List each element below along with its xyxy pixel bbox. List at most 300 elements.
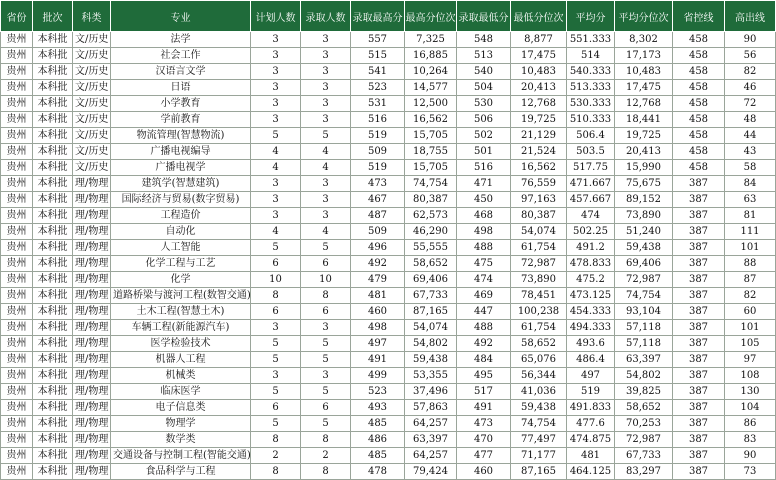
cell-batch: 本科批 — [33, 48, 73, 64]
cell-min-score: 513 — [457, 48, 511, 64]
cell-avg-score: 497 — [567, 368, 615, 384]
cell-planned: 6 — [251, 304, 301, 320]
cell-max-score: 499 — [351, 368, 405, 384]
cell-batch: 本科批 — [33, 64, 73, 80]
cell-avg-rank: 74,754 — [615, 288, 673, 304]
cell-max-score: 509 — [351, 224, 405, 240]
cell-avg-rank: 73,890 — [615, 208, 673, 224]
cell-min-score: 471 — [457, 176, 511, 192]
cell-avg-rank: 89,152 — [615, 192, 673, 208]
cell-control-line: 387 — [673, 416, 725, 432]
cell-max-score: 497 — [351, 336, 405, 352]
cell-avg-score: 473.125 — [567, 288, 615, 304]
cell-category: 理/物理 — [73, 384, 111, 400]
cell-above-line: 63 — [725, 192, 776, 208]
cell-category: 理/物理 — [73, 464, 111, 480]
cell-category: 文/历史 — [73, 160, 111, 176]
cell-max-score: 493 — [351, 400, 405, 416]
cell-min-rank: 76,559 — [511, 176, 567, 192]
cell-max-score: 460 — [351, 304, 405, 320]
cell-max-score: 487 — [351, 208, 405, 224]
column-header-above-line: 高出线 — [725, 1, 776, 32]
cell-control-line: 387 — [673, 288, 725, 304]
cell-min-score: 484 — [457, 352, 511, 368]
cell-province: 贵州 — [1, 112, 33, 128]
cell-max-rank: 46,290 — [405, 224, 457, 240]
cell-avg-rank: 75,675 — [615, 176, 673, 192]
cell-avg-rank: 57,118 — [615, 336, 673, 352]
cell-max-score: 519 — [351, 160, 405, 176]
cell-admitted: 3 — [301, 192, 351, 208]
cell-batch: 本科批 — [33, 288, 73, 304]
column-header-min-rank: 最低分位次 — [511, 1, 567, 32]
cell-max-rank: 15,705 — [405, 160, 457, 176]
cell-control-line: 387 — [673, 336, 725, 352]
cell-category: 理/物理 — [73, 240, 111, 256]
cell-batch: 本科批 — [33, 128, 73, 144]
cell-min-score: 468 — [457, 208, 511, 224]
cell-major: 医学检验技术 — [111, 336, 251, 352]
cell-batch: 本科批 — [33, 400, 73, 416]
cell-max-score: 519 — [351, 128, 405, 144]
cell-avg-score: 506.4 — [567, 128, 615, 144]
cell-control-line: 458 — [673, 144, 725, 160]
cell-major: 自动化 — [111, 224, 251, 240]
cell-control-line: 387 — [673, 432, 725, 448]
cell-province: 贵州 — [1, 432, 33, 448]
cell-control-line: 387 — [673, 400, 725, 416]
cell-planned: 3 — [251, 32, 301, 48]
cell-province: 贵州 — [1, 224, 33, 240]
cell-province: 贵州 — [1, 336, 33, 352]
cell-avg-rank: 59,438 — [615, 240, 673, 256]
cell-avg-score: 503.5 — [567, 144, 615, 160]
cell-batch: 本科批 — [33, 32, 73, 48]
cell-avg-rank: 69,406 — [615, 256, 673, 272]
cell-max-rank: 57,863 — [405, 400, 457, 416]
cell-batch: 本科批 — [33, 208, 73, 224]
cell-avg-score: 486.4 — [567, 352, 615, 368]
cell-max-rank: 15,705 — [405, 128, 457, 144]
cell-category: 理/物理 — [73, 400, 111, 416]
cell-admitted: 5 — [301, 240, 351, 256]
cell-admitted: 3 — [301, 48, 351, 64]
cell-control-line: 458 — [673, 64, 725, 80]
column-header-province: 省份 — [1, 1, 33, 32]
cell-province: 贵州 — [1, 320, 33, 336]
cell-province: 贵州 — [1, 96, 33, 112]
cell-above-line: 82 — [725, 64, 776, 80]
cell-planned: 5 — [251, 128, 301, 144]
cell-max-rank: 14,577 — [405, 80, 457, 96]
cell-major: 交通设备与控制工程(智能交通) — [111, 448, 251, 464]
table-row — [1, 256, 776, 272]
cell-avg-rank: 12,768 — [615, 96, 673, 112]
cell-province: 贵州 — [1, 240, 33, 256]
cell-planned: 5 — [251, 416, 301, 432]
cell-max-rank: 37,496 — [405, 384, 457, 400]
cell-above-line: 97 — [725, 352, 776, 368]
column-header-major: 专业 — [111, 1, 251, 32]
cell-category: 理/物理 — [73, 208, 111, 224]
cell-control-line: 387 — [673, 448, 725, 464]
cell-planned: 3 — [251, 48, 301, 64]
cell-major: 日语 — [111, 80, 251, 96]
table-row — [1, 160, 776, 176]
cell-min-score: 470 — [457, 432, 511, 448]
cell-admitted: 5 — [301, 384, 351, 400]
cell-min-rank: 77,497 — [511, 432, 567, 448]
table-row — [1, 432, 776, 448]
cell-batch: 本科批 — [33, 384, 73, 400]
cell-min-score: 506 — [457, 112, 511, 128]
cell-category: 理/物理 — [73, 288, 111, 304]
column-header-control-line: 省控线 — [673, 1, 725, 32]
cell-major: 国际经济与贸易(数字贸易) — [111, 192, 251, 208]
cell-planned: 3 — [251, 176, 301, 192]
cell-major: 建筑学(智慧建筑) — [111, 176, 251, 192]
cell-batch: 本科批 — [33, 416, 73, 432]
cell-min-score: 502 — [457, 128, 511, 144]
cell-major: 临床医学 — [111, 384, 251, 400]
cell-batch: 本科批 — [33, 144, 73, 160]
cell-above-line: 90 — [725, 448, 776, 464]
table-row — [1, 320, 776, 336]
cell-batch: 本科批 — [33, 256, 73, 272]
cell-avg-rank: 67,733 — [615, 448, 673, 464]
cell-min-rank: 56,344 — [511, 368, 567, 384]
cell-max-rank: 62,573 — [405, 208, 457, 224]
cell-province: 贵州 — [1, 304, 33, 320]
cell-max-rank: 59,438 — [405, 352, 457, 368]
cell-category: 理/物理 — [73, 320, 111, 336]
cell-min-score: 548 — [457, 32, 511, 48]
cell-major: 物理学 — [111, 416, 251, 432]
cell-admitted: 8 — [301, 464, 351, 480]
cell-category: 理/物理 — [73, 176, 111, 192]
cell-major: 汉语言文学 — [111, 64, 251, 80]
cell-avg-score: 481 — [567, 448, 615, 464]
table-row — [1, 176, 776, 192]
cell-max-rank: 10,264 — [405, 64, 457, 80]
cell-max-score: 491 — [351, 352, 405, 368]
cell-min-rank: 61,754 — [511, 320, 567, 336]
cell-batch: 本科批 — [33, 368, 73, 384]
cell-batch: 本科批 — [33, 320, 73, 336]
cell-min-score: 488 — [457, 320, 511, 336]
cell-max-score: 557 — [351, 32, 405, 48]
cell-avg-score: 475.2 — [567, 272, 615, 288]
cell-category: 文/历史 — [73, 144, 111, 160]
cell-max-score: 515 — [351, 48, 405, 64]
cell-admitted: 4 — [301, 144, 351, 160]
cell-control-line: 387 — [673, 176, 725, 192]
cell-admitted: 6 — [301, 304, 351, 320]
cell-min-rank: 71,177 — [511, 448, 567, 464]
cell-major: 数学类 — [111, 432, 251, 448]
cell-control-line: 458 — [673, 32, 725, 48]
cell-province: 贵州 — [1, 288, 33, 304]
cell-min-rank: 80,387 — [511, 208, 567, 224]
cell-avg-rank: 17,475 — [615, 80, 673, 96]
cell-above-line: 46 — [725, 80, 776, 96]
cell-planned: 5 — [251, 384, 301, 400]
table-row — [1, 112, 776, 128]
cell-avg-rank: 72,987 — [615, 272, 673, 288]
cell-planned: 8 — [251, 288, 301, 304]
cell-min-rank: 72,987 — [511, 256, 567, 272]
cell-planned: 3 — [251, 96, 301, 112]
cell-category: 理/物理 — [73, 416, 111, 432]
cell-batch: 本科批 — [33, 352, 73, 368]
cell-major: 小学教育 — [111, 96, 251, 112]
cell-min-rank: 12,768 — [511, 96, 567, 112]
cell-max-score: 467 — [351, 192, 405, 208]
cell-province: 贵州 — [1, 64, 33, 80]
table-row — [1, 192, 776, 208]
cell-above-line: 101 — [725, 240, 776, 256]
cell-major: 食品科学与工程 — [111, 464, 251, 480]
cell-min-score: 477 — [457, 448, 511, 464]
cell-control-line: 458 — [673, 112, 725, 128]
cell-planned: 3 — [251, 320, 301, 336]
cell-min-rank: 73,890 — [511, 272, 567, 288]
cell-avg-score: 551.333 — [567, 32, 615, 48]
cell-min-score: 492 — [457, 336, 511, 352]
column-header-batch: 批次 — [33, 1, 73, 32]
cell-max-rank: 54,802 — [405, 336, 457, 352]
cell-avg-rank: 18,441 — [615, 112, 673, 128]
cell-admitted: 8 — [301, 432, 351, 448]
cell-above-line: 48 — [725, 112, 776, 128]
column-header-max-rank: 最高分位次 — [405, 1, 457, 32]
cell-above-line: 88 — [725, 256, 776, 272]
cell-max-score: 473 — [351, 176, 405, 192]
cell-admitted: 10 — [301, 272, 351, 288]
table-row — [1, 80, 776, 96]
cell-planned: 5 — [251, 240, 301, 256]
cell-max-rank: 54,074 — [405, 320, 457, 336]
cell-avg-rank: 58,652 — [615, 400, 673, 416]
cell-min-score: 504 — [457, 80, 511, 96]
cell-major: 化学 — [111, 272, 251, 288]
cell-above-line: 81 — [725, 208, 776, 224]
cell-min-score: 460 — [457, 464, 511, 480]
cell-above-line: 44 — [725, 128, 776, 144]
cell-admitted: 8 — [301, 288, 351, 304]
cell-batch: 本科批 — [33, 96, 73, 112]
cell-max-score: 498 — [351, 320, 405, 336]
cell-above-line: 130 — [725, 384, 776, 400]
cell-control-line: 387 — [673, 192, 725, 208]
cell-above-line: 60 — [725, 304, 776, 320]
table-row — [1, 64, 776, 80]
cell-admitted: 3 — [301, 32, 351, 48]
cell-avg-score: 510.333 — [567, 112, 615, 128]
cell-avg-score: 454.333 — [567, 304, 615, 320]
cell-admitted: 5 — [301, 352, 351, 368]
cell-major: 土木工程(智慧土木) — [111, 304, 251, 320]
cell-avg-score: 540.333 — [567, 64, 615, 80]
cell-planned: 8 — [251, 464, 301, 480]
cell-control-line: 387 — [673, 384, 725, 400]
cell-avg-rank: 63,397 — [615, 352, 673, 368]
table-row — [1, 336, 776, 352]
cell-avg-score: 471.667 — [567, 176, 615, 192]
cell-province: 贵州 — [1, 256, 33, 272]
cell-max-rank: 64,257 — [405, 416, 457, 432]
cell-above-line: 56 — [725, 48, 776, 64]
cell-planned: 3 — [251, 80, 301, 96]
table-row — [1, 48, 776, 64]
cell-max-score: 531 — [351, 96, 405, 112]
cell-max-rank: 55,555 — [405, 240, 457, 256]
cell-max-rank: 64,257 — [405, 448, 457, 464]
cell-above-line: 90 — [725, 32, 776, 48]
table-body — [1, 32, 776, 480]
cell-min-score: 498 — [457, 224, 511, 240]
cell-min-score: 516 — [457, 160, 511, 176]
cell-min-rank: 59,438 — [511, 400, 567, 416]
cell-category: 文/历史 — [73, 32, 111, 48]
cell-major: 广播电视编导 — [111, 144, 251, 160]
cell-control-line: 387 — [673, 464, 725, 480]
table-row — [1, 224, 776, 240]
table-row — [1, 384, 776, 400]
cell-admitted: 5 — [301, 128, 351, 144]
cell-avg-rank: 57,118 — [615, 320, 673, 336]
cell-min-score: 530 — [457, 96, 511, 112]
cell-avg-score: 477.6 — [567, 416, 615, 432]
cell-avg-score: 457.667 — [567, 192, 615, 208]
cell-admitted: 4 — [301, 224, 351, 240]
cell-avg-rank: 39,825 — [615, 384, 673, 400]
cell-batch: 本科批 — [33, 192, 73, 208]
cell-avg-rank: 20,413 — [615, 144, 673, 160]
cell-avg-rank: 54,802 — [615, 368, 673, 384]
cell-admitted: 3 — [301, 368, 351, 384]
cell-avg-rank: 15,990 — [615, 160, 673, 176]
cell-avg-rank: 10,483 — [615, 64, 673, 80]
table-row — [1, 144, 776, 160]
cell-max-rank: 63,397 — [405, 432, 457, 448]
cell-max-rank: 87,165 — [405, 304, 457, 320]
cell-avg-score: 514 — [567, 48, 615, 64]
cell-min-score: 475 — [457, 256, 511, 272]
cell-max-rank: 16,885 — [405, 48, 457, 64]
cell-admitted: 3 — [301, 112, 351, 128]
cell-admitted: 3 — [301, 96, 351, 112]
cell-province: 贵州 — [1, 448, 33, 464]
cell-province: 贵州 — [1, 272, 33, 288]
table-row — [1, 464, 776, 480]
cell-planned: 3 — [251, 112, 301, 128]
cell-batch: 本科批 — [33, 448, 73, 464]
cell-admitted: 3 — [301, 176, 351, 192]
cell-category: 理/物理 — [73, 224, 111, 240]
cell-max-rank: 7,325 — [405, 32, 457, 48]
cell-above-line: 87 — [725, 272, 776, 288]
cell-above-line: 101 — [725, 320, 776, 336]
cell-major: 机械类 — [111, 368, 251, 384]
cell-min-rank: 17,475 — [511, 48, 567, 64]
cell-batch: 本科批 — [33, 112, 73, 128]
table-row — [1, 32, 776, 48]
cell-above-line: 105 — [725, 336, 776, 352]
cell-avg-rank: 19,725 — [615, 128, 673, 144]
cell-category: 理/物理 — [73, 192, 111, 208]
cell-min-rank: 19,725 — [511, 112, 567, 128]
cell-max-score: 481 — [351, 288, 405, 304]
cell-province: 贵州 — [1, 352, 33, 368]
cell-min-score: 488 — [457, 240, 511, 256]
cell-major: 人工智能 — [111, 240, 251, 256]
cell-min-rank: 54,074 — [511, 224, 567, 240]
cell-max-score: 509 — [351, 144, 405, 160]
cell-planned: 3 — [251, 368, 301, 384]
cell-min-score: 473 — [457, 416, 511, 432]
cell-max-rank: 12,500 — [405, 96, 457, 112]
cell-min-rank: 10,483 — [511, 64, 567, 80]
cell-max-rank: 80,387 — [405, 192, 457, 208]
cell-above-line: 84 — [725, 176, 776, 192]
table-row — [1, 208, 776, 224]
cell-major: 道路桥梁与渡河工程(数智交通) — [111, 288, 251, 304]
cell-avg-rank: 93,104 — [615, 304, 673, 320]
cell-category: 理/物理 — [73, 336, 111, 352]
cell-batch: 本科批 — [33, 272, 73, 288]
cell-category: 文/历史 — [73, 80, 111, 96]
cell-category: 文/历史 — [73, 112, 111, 128]
column-header-avg-rank: 平均分位次 — [615, 1, 673, 32]
header-row — [1, 1, 776, 32]
cell-min-rank: 21,524 — [511, 144, 567, 160]
table-row — [1, 368, 776, 384]
cell-max-rank: 69,406 — [405, 272, 457, 288]
cell-batch: 本科批 — [33, 336, 73, 352]
cell-max-score: 523 — [351, 80, 405, 96]
cell-admitted: 5 — [301, 416, 351, 432]
column-header-avg-score: 平均分 — [567, 1, 615, 32]
cell-min-rank: 16,562 — [511, 160, 567, 176]
cell-planned: 5 — [251, 336, 301, 352]
cell-province: 贵州 — [1, 48, 33, 64]
cell-admitted: 5 — [301, 336, 351, 352]
cell-control-line: 387 — [673, 368, 725, 384]
cell-province: 贵州 — [1, 192, 33, 208]
cell-major: 学前教育 — [111, 112, 251, 128]
cell-batch: 本科批 — [33, 464, 73, 480]
cell-above-line: 58 — [725, 160, 776, 176]
cell-province: 贵州 — [1, 160, 33, 176]
cell-major: 化学工程与工艺 — [111, 256, 251, 272]
cell-min-rank: 87,165 — [511, 464, 567, 480]
cell-province: 贵州 — [1, 128, 33, 144]
cell-planned: 3 — [251, 192, 301, 208]
cell-category: 文/历史 — [73, 96, 111, 112]
cell-batch: 本科批 — [33, 80, 73, 96]
cell-major: 电子信息类 — [111, 400, 251, 416]
cell-major: 广播电视学 — [111, 160, 251, 176]
cell-max-score: 496 — [351, 240, 405, 256]
cell-planned: 3 — [251, 64, 301, 80]
cell-admitted: 4 — [301, 160, 351, 176]
cell-admitted: 2 — [301, 448, 351, 464]
cell-province: 贵州 — [1, 400, 33, 416]
cell-control-line: 387 — [673, 256, 725, 272]
cell-avg-score: 474 — [567, 208, 615, 224]
cell-min-score: 517 — [457, 384, 511, 400]
